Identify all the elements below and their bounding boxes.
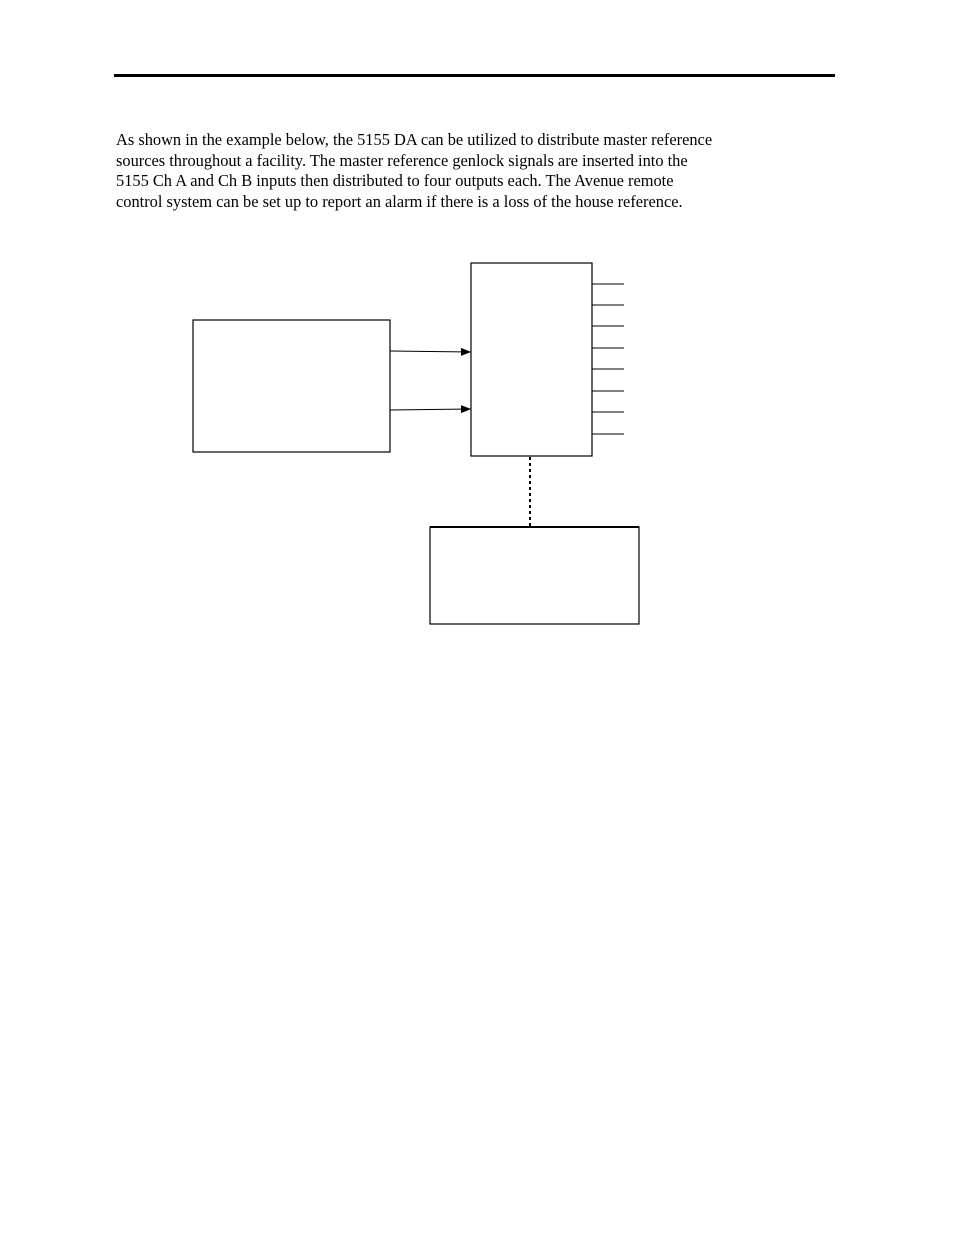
ch-b-input-arrow: [390, 409, 471, 410]
da-module-box: [471, 263, 592, 456]
ch-a-input-arrow: [390, 351, 471, 352]
da-outputs: [592, 284, 624, 434]
reference-source-box: [193, 320, 390, 452]
intro-paragraph: As shown in the example below, the 5155 DA can be utilized to distribute master reference sources throughout a facility. The master reference genlock signals are inserted into the 5155 Ch A and Ch B inputs then distributed to four outputs each. The Avenue remote control system can be set up to report an alarm if there is a loss of the house reference.: [116, 130, 713, 211]
remote-control-box: [430, 527, 639, 624]
